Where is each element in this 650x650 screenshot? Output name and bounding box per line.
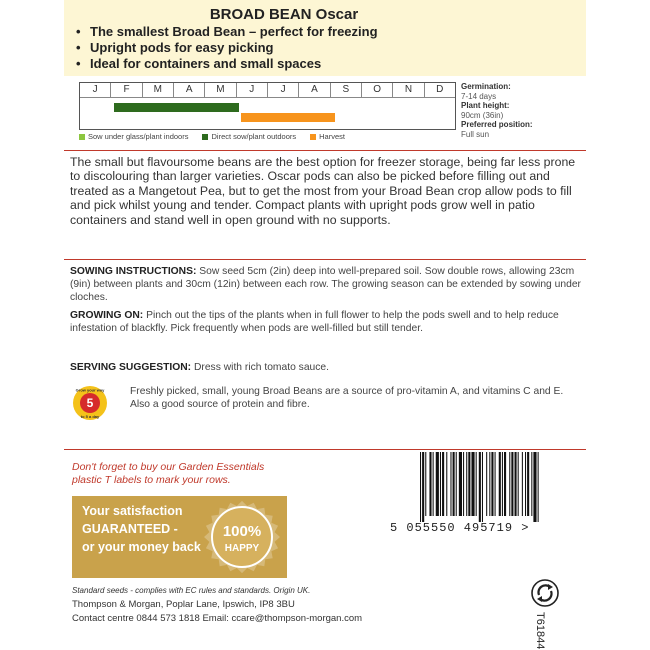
feature-item: • Upright pods for easy picking: [76, 40, 378, 56]
recycle-icon: [530, 578, 560, 608]
position-value: Full sun: [461, 129, 490, 139]
product-title: BROAD BEAN Oscar: [209, 6, 359, 23]
legend-item-direct-sow: Direct sow/plant outdoors: [202, 132, 296, 141]
calendar-months: [80, 83, 455, 97]
barcode-number: 5 055550 495719 >: [390, 521, 530, 535]
calendar-month: J: [268, 83, 299, 97]
divider: [64, 259, 586, 260]
guarantee-line: Your satisfaction: [82, 504, 183, 518]
nutrition-text: Freshly picked, small, young Broad Beans are a source of pro-vitamin A, and vitamins C and E. Also a good source of protein and fibre.: [130, 386, 564, 410]
height-label: Plant height:: [461, 101, 510, 110]
packet-footer: [72, 584, 362, 626]
calendar-month: F: [111, 83, 142, 97]
legend-item-sow-glass: Sow under glass/plant indoors: [79, 132, 188, 141]
contact-info: Contact centre 0844 573 1818 Email: ccare@thompson-morgan.com: [72, 613, 363, 624]
calendar-month: M: [205, 83, 236, 97]
sowing-instructions: SOWING INSTRUCTIONS: Sow seed 5cm (2in) deep into well-prepared soil. Sow double rows, allowing 23cm (9in) between plants and 30cm (12in) between each row. The growing season can be extended by sowing under cloches.: [70, 266, 581, 303]
feature-item: • Ideal for containers and small spaces: [76, 56, 378, 72]
calendar-month: N: [393, 83, 424, 97]
svg-text:HAPPY: HAPPY: [224, 543, 260, 554]
description-paragraph: The small but flavoursome beans are the best option for freezer storage, being far less prone to discolouring than larger varieties. Oscar pods can also be picked before filling out and treated as a Mangetout Pea, but to get the most from your Broad Bean crop allow pods to fill and pick whilst young and tender. Compact plants with upright pods grow well in patio containers and stand well in open ground with no supports.: [70, 155, 576, 227]
divider: [64, 449, 586, 450]
guarantee-line: or your money back: [82, 540, 201, 554]
svg-text:100%: 100%: [222, 523, 262, 540]
feature-list: [76, 24, 378, 72]
svg-text:Grow your way: Grow your way: [75, 387, 105, 393]
svg-text:to 5 a day: to 5 a day: [80, 414, 100, 419]
calendar-month: M: [143, 83, 174, 97]
height-value: 90cm (36in): [461, 110, 504, 120]
calendar-month: A: [299, 83, 330, 97]
standards-note: Standard seeds - complies with EC rules and standards. Origin UK.: [72, 586, 311, 595]
calendar-bars: [80, 98, 455, 129]
satisfaction-guarantee: [72, 496, 287, 578]
plant-facts: [461, 82, 586, 139]
seed-packet-back: [64, 0, 586, 650]
calendar-bar-harvest: [241, 113, 335, 122]
serving-suggestion: SERVING SUGGESTION: Dress with rich tomato sauce.: [70, 362, 330, 373]
calendar-month: J: [237, 83, 268, 97]
happy-seal-icon: [200, 498, 284, 576]
company-address: Thompson & Morgan, Poplar Lane, Ipswich, IP8 3BU: [72, 599, 295, 610]
calendar-legend: [79, 132, 459, 141]
calendar-month: O: [362, 83, 393, 97]
barcode-icon: [416, 452, 586, 524]
calendar-bar-direct-sow: [114, 103, 239, 112]
calendar-month: D: [436, 84, 444, 95]
divider: [64, 150, 586, 151]
calendar-month: S: [331, 83, 362, 97]
calendar-month: A: [174, 83, 205, 97]
packet-header: [64, 0, 586, 76]
garden-essentials-reminder: Don't forget to buy our Garden Essentials plastic T labels to mark your rows.: [72, 461, 265, 486]
guarantee-line: GUARANTEED -: [82, 522, 178, 536]
legend-item-harvest: Harvest: [310, 132, 345, 141]
product-code: T61844: [534, 612, 546, 650]
sowing-calendar: [79, 82, 456, 130]
feature-item: • The smallest Broad Bean – perfect for freezing: [76, 24, 378, 40]
germination-value: 7-14 days: [461, 91, 497, 101]
germination-label: Germination:: [461, 82, 511, 91]
calendar-month: J: [80, 83, 111, 97]
growing-on: GROWING ON: Pinch out the tips of the plants when in full flower to help the pods swell and to help reduce infestation of blackfly. Pick frequently when pods are well-filled but still tender.: [70, 310, 559, 334]
position-label: Preferred position:: [461, 120, 533, 129]
svg-text:5: 5: [86, 396, 94, 410]
five-a-day-badge-icon: [72, 385, 108, 421]
